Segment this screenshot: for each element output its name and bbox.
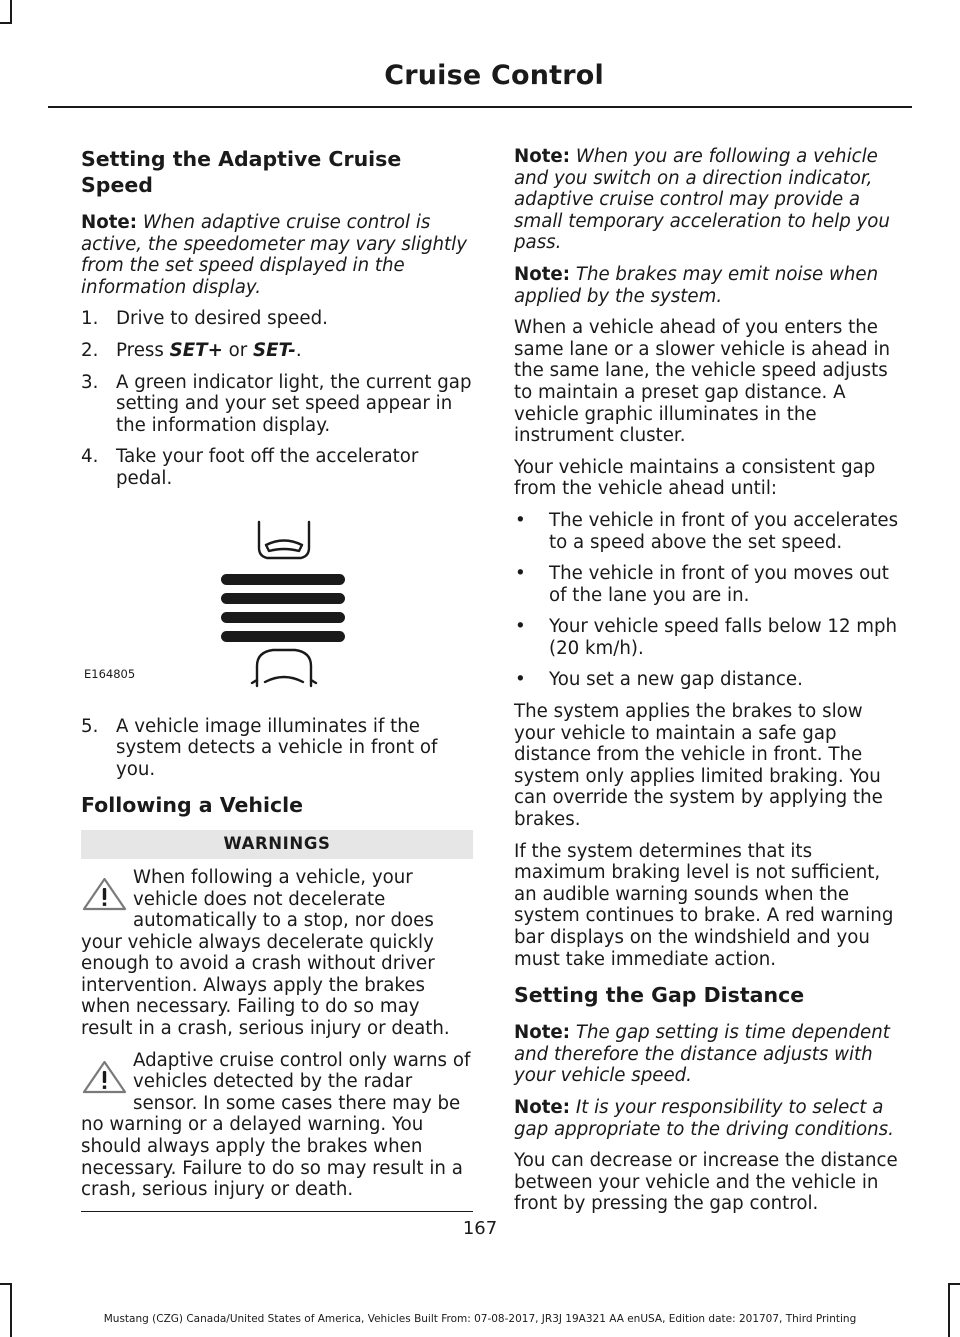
note	[514, 264, 906, 307]
warning-text: When following a vehicle, your vehicle does not decelerate automatically to a stop, nor does your vehicle always decelerate quickly enough to avoid a crash without driver intervention. Always apply the brakes when necessary. Failing to do so may result in a crash, serious injury or death.	[81, 866, 450, 1040]
warning-text: Adaptive cruise control only warns of vehicles detected by the radar sensor. In some cases there may be no warning or a delayed warning. You should always apply the brakes when necessary. Failure to do so may result in a crash, serious injury or death.	[81, 1049, 471, 1201]
bullet-text: The vehicle in front of you accelerates to a speed above the set speed.	[549, 509, 899, 553]
bullet-text: The vehicle in front of you moves out of the lane you are in.	[549, 563, 889, 606]
note-label: Note:	[514, 1096, 571, 1118]
bullet: •	[515, 669, 526, 691]
bullet-text: You set a new gap distance.	[549, 669, 803, 691]
note-label: Note:	[81, 212, 138, 233]
set-minus-control: SET-	[253, 339, 296, 361]
steps-list-continued	[81, 716, 473, 781]
paragraph: Your vehicle maintains a consistent gap from the vehicle ahead until:	[514, 456, 876, 500]
warnings-bottom-rule	[81, 1211, 473, 1212]
note-label: Note:	[514, 1022, 571, 1044]
note-text: The brakes may emit noise when applied by the system.	[514, 263, 879, 307]
section-heading-following: Following a Vehicle	[81, 793, 304, 818]
note	[514, 1022, 906, 1087]
note-text: The gap setting is time dependent and therefore the distance adjusts with your vehicle speed.	[514, 1022, 890, 1087]
header-divider	[48, 106, 912, 108]
step-number: 4.	[81, 446, 99, 468]
bullet-text: Your vehicle speed falls below 12 mph (20 km/h).	[549, 616, 898, 659]
list-item	[81, 308, 473, 330]
list-item	[81, 372, 473, 437]
warning-triangle-icon	[81, 1060, 128, 1094]
crop-mark	[0, 22, 12, 24]
step-text-pre: Press	[116, 339, 170, 361]
set-plus-control: SET+	[169, 339, 223, 361]
right-column	[514, 146, 906, 1225]
gap-bars-vehicles-icon	[81, 500, 473, 700]
list-item	[81, 716, 473, 781]
crop-mark	[10, 1283, 12, 1337]
step-number: 2.	[81, 339, 99, 361]
crop-mark	[0, 1283, 12, 1285]
note-label: Note:	[514, 263, 571, 285]
section-heading-setting-speed: Setting the Adaptive Cruise Speed	[81, 147, 402, 197]
conditions-list	[514, 510, 906, 691]
list-item	[514, 563, 906, 606]
step-text-mid: or	[222, 339, 253, 361]
gap-distance-illustration	[81, 500, 473, 700]
warnings-title: WARNINGS	[81, 830, 473, 859]
step-text: Take your foot off the accelerator pedal.	[116, 446, 419, 489]
page-title: Cruise Control	[384, 60, 604, 91]
note	[514, 146, 906, 254]
steps-list	[81, 308, 473, 489]
list-item	[514, 510, 906, 553]
step-text-post: .	[295, 339, 302, 361]
step-number: 1.	[81, 308, 99, 330]
list-item	[514, 669, 906, 691]
note-label: Note:	[514, 146, 571, 167]
paragraph: You can decrease or increase the distance between your vehicle and the vehicle in front by pressing the gap control.	[514, 1150, 898, 1215]
note-text: When adaptive cruise control is active, the speedometer may vary slightly from the set speed displayed in the information display.	[81, 212, 467, 298]
bullet: •	[515, 616, 526, 638]
step-text: A vehicle image illuminates if the system detects a vehicle in front of you.	[116, 715, 438, 780]
crop-mark	[948, 1283, 960, 1285]
figure-id: E164805	[84, 666, 136, 681]
warning-item	[81, 1050, 473, 1201]
list-item	[81, 446, 473, 489]
step-text: Drive to desired speed.	[116, 308, 328, 330]
paragraph: The system applies the brakes to slow your vehicle to maintain a safe gap distance from the vehicle in front. The system only applies limited braking. You can override the system by applying the brakes.	[514, 701, 883, 831]
step-text: A green indicator light, the current gap setting and your set speed appear in the information display.	[116, 371, 472, 436]
left-column	[81, 146, 473, 1212]
bullet: •	[515, 563, 526, 585]
bullet: •	[515, 509, 526, 531]
footer-text: Mustang (CZG) Canada/United States of America, Vehicles Built From: 07-08-2017, JR3J 19A321 AA enUSA, Edition date: 201707, Third Printing	[103, 1313, 857, 1325]
paragraph: If the system determines that its maximum braking level is not sufficient, an audible warning sounds when the system continues to brake. A red warning bar displays on the windshield and you must take immediate action.	[514, 840, 894, 970]
note	[81, 212, 473, 298]
note-text: When you are following a vehicle and you switch on a direction indicator, adaptive cruise control may provide a small temporary acceleration to help you pass.	[514, 146, 890, 254]
note	[514, 1097, 906, 1140]
step-number: 5.	[81, 715, 99, 737]
crop-mark	[948, 1283, 950, 1337]
paragraph: When a vehicle ahead of you enters the same lane or a slower vehicle is ahead in the same lane, the vehicle speed adjusts to maintain a preset gap distance. A vehicle graphic illuminates in the instrument cluster.	[514, 317, 891, 447]
page-number: 167	[462, 1218, 498, 1239]
note-text: It is your responsibility to select a gap appropriate to the driving conditions.	[514, 1096, 894, 1140]
list-item	[514, 616, 906, 659]
warning-triangle-icon	[81, 877, 128, 911]
section-heading-gap-distance: Setting the Gap Distance	[514, 983, 805, 1008]
step-number: 3.	[81, 371, 99, 393]
warnings-box	[81, 830, 473, 1212]
warning-item	[81, 867, 473, 1040]
list-item	[81, 340, 473, 362]
crop-mark	[10, 0, 12, 22]
